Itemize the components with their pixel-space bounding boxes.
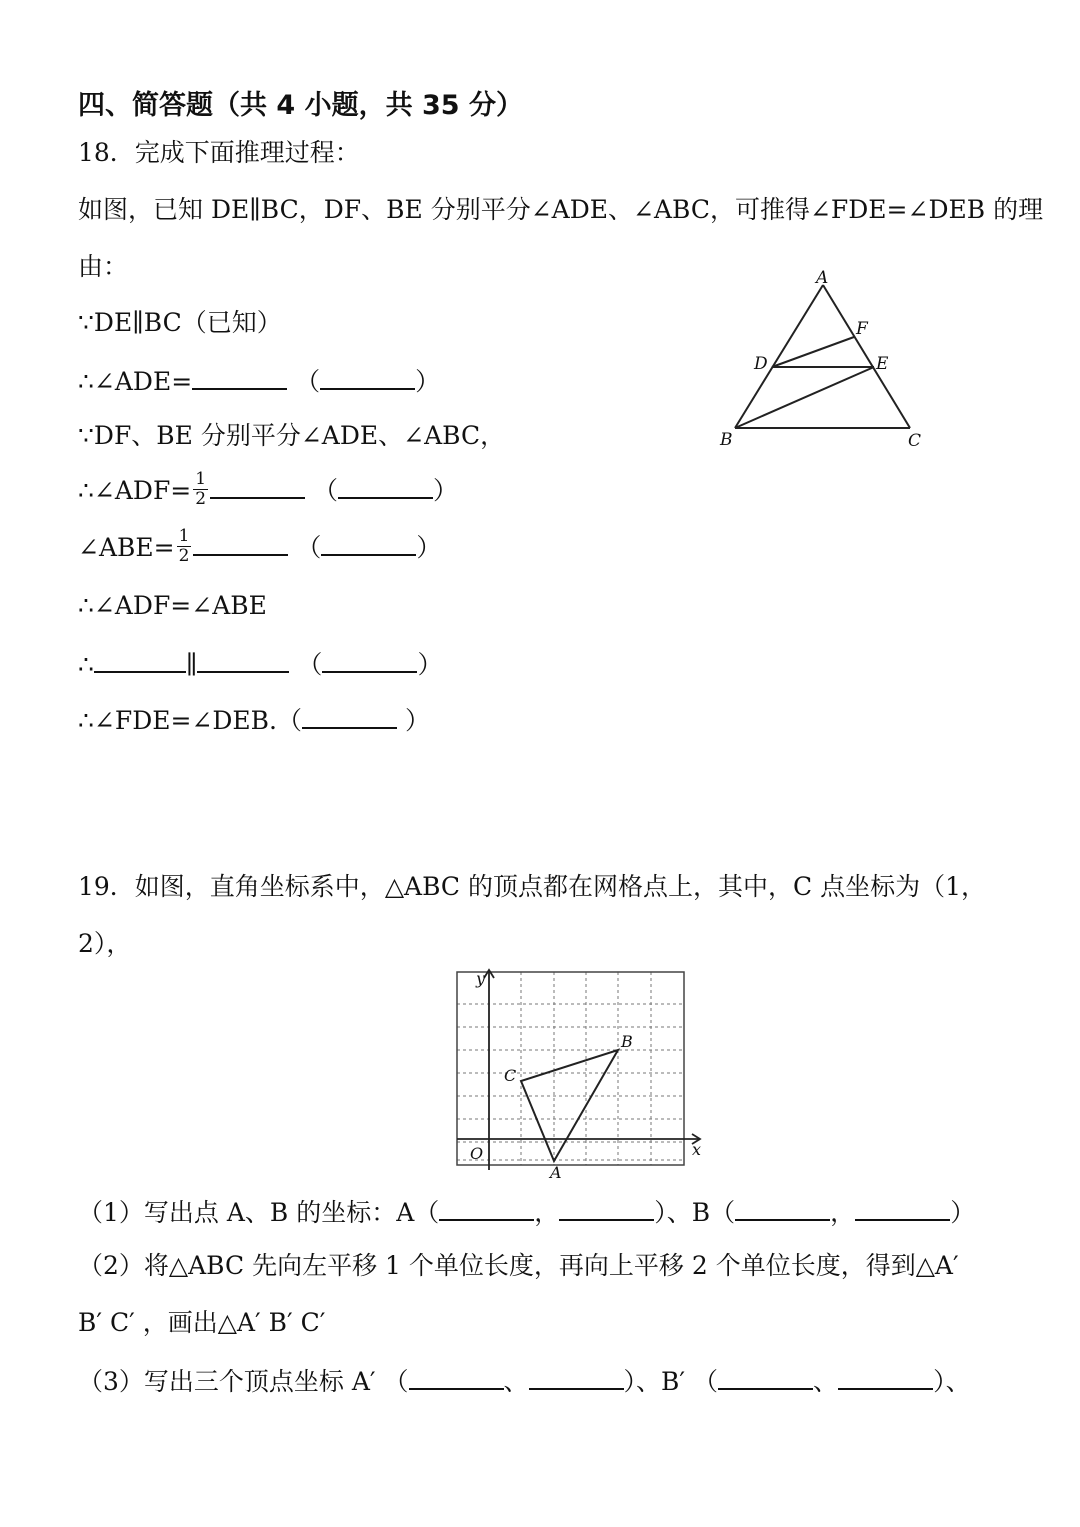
label-e: E (876, 354, 889, 374)
b-prime-x-blank[interactable] (718, 1366, 813, 1390)
a-x-blank[interactable] (439, 1197, 534, 1221)
close-paren: ） (416, 533, 442, 562)
q18-line-3: ∵DF、BE 分别平分∠ADE、∠ABC， (78, 421, 506, 450)
answer-blank[interactable] (94, 649, 186, 673)
q18-title: 18．完成下面推理过程： (78, 138, 360, 167)
close-paren: ） (433, 476, 459, 505)
origin-label: O (470, 1144, 484, 1163)
open-paren: （ (313, 476, 339, 505)
side-ab (735, 285, 823, 428)
open-paren: （ (295, 367, 321, 396)
part-1-mid: ）、B（ (654, 1198, 736, 1227)
separator: 、 (813, 1367, 839, 1396)
q19-title: 19．如图，直角坐标系中，△ABC 的顶点都在网格点上，其中，C 点坐标为（1， (78, 872, 986, 901)
b-prime-y-blank[interactable] (838, 1366, 933, 1390)
close-paren: ） (417, 650, 443, 679)
q19-part-2-cont: B′ C′ ，画出△A′ B′ C′ (78, 1308, 326, 1337)
q18-line-2 (78, 366, 440, 394)
b-y-blank[interactable] (855, 1197, 950, 1221)
part-3-text: （3）写出三个顶点坐标 A′ （ (78, 1367, 409, 1396)
section-title: 四、简答题（共 4 小题，共 35 分） (78, 90, 523, 121)
b-x-blank[interactable] (735, 1197, 830, 1221)
coordinate-grid-figure (450, 965, 710, 1185)
close-paren: ） (415, 367, 441, 396)
reason-blank[interactable] (321, 532, 416, 556)
label-d: D (754, 354, 768, 374)
open-paren: （ (296, 533, 322, 562)
answer-blank[interactable] (210, 475, 305, 499)
answer-blank[interactable] (197, 649, 289, 673)
answer-blank[interactable] (192, 366, 287, 390)
q18-line-7 (78, 649, 442, 677)
parallel-sign: ∥ (185, 650, 198, 679)
comma: ， (830, 1198, 856, 1227)
reason-blank[interactable] (338, 475, 433, 499)
part-3-end: ）、 (933, 1367, 971, 1396)
q18-line-4 (78, 469, 459, 511)
label-f: F (856, 319, 868, 339)
label-b: B (621, 1032, 633, 1051)
answer-blank[interactable] (193, 532, 288, 556)
label-a: A (550, 1163, 562, 1182)
triangle-figure (710, 265, 940, 455)
separator: 、 (503, 1367, 529, 1396)
q19-part-2: （2）将△ABC 先向左平移 1 个单位长度，再向上平移 2 个单位长度，得到△A′ (78, 1251, 959, 1280)
part-3-mid: ）、B′ （ (623, 1367, 719, 1396)
line-5-text: ∠ABE= (78, 533, 175, 562)
fraction-half: $\frac{1}{2}$ (178, 526, 190, 566)
reason-blank[interactable] (320, 366, 415, 390)
label-c: C (504, 1066, 517, 1085)
q18-intro-cont: 由： (78, 252, 129, 281)
open-paren: （ (297, 650, 323, 679)
a-prime-x-blank[interactable] (409, 1366, 504, 1390)
line-4-text: ∴∠ADF= (78, 476, 192, 505)
a-y-blank[interactable] (559, 1197, 654, 1221)
axis-label-x: x (692, 1140, 702, 1159)
q18-line-5 (78, 526, 442, 568)
fraction-half: $\frac{1}{2}$ (195, 469, 207, 509)
part-1-text: （1）写出点 A、B 的坐标：A（ (78, 1198, 440, 1227)
q19-part-1 (78, 1197, 975, 1225)
segment-be (735, 367, 874, 428)
q18-intro: 如图，已知 DE∥BC，DF、BE 分别平分∠ADE、∠ABC，可推得∠FDE=∠DEB 的理 (78, 195, 1044, 224)
q18-line-8 (78, 705, 430, 733)
comma: ， (534, 1198, 560, 1227)
part-1-end: ） (950, 1198, 976, 1227)
label-c: C (908, 431, 922, 451)
reason-blank[interactable] (302, 705, 397, 729)
triangle-abc (521, 1050, 618, 1161)
label-a: A (816, 268, 829, 288)
q18-line-1: ∵DE∥BC（已知） (78, 308, 282, 337)
reason-blank[interactable] (322, 649, 417, 673)
close-paren: ） (404, 706, 430, 735)
segment-df (772, 337, 854, 367)
side-ac (823, 285, 910, 428)
axis-label-y: y (476, 969, 486, 988)
q18-line-6: ∴∠ADF=∠ABE (78, 591, 267, 620)
line-2-text: ∴∠ADE= (78, 367, 193, 396)
line-8-text: ∴∠FDE=∠DEB.（ (78, 706, 302, 735)
line-7-text: ∴ (78, 650, 94, 679)
q19-part-3 (78, 1366, 971, 1394)
label-b: B (720, 430, 733, 450)
a-prime-y-blank[interactable] (529, 1366, 624, 1390)
q19-title-cont: 2）， (78, 929, 132, 958)
